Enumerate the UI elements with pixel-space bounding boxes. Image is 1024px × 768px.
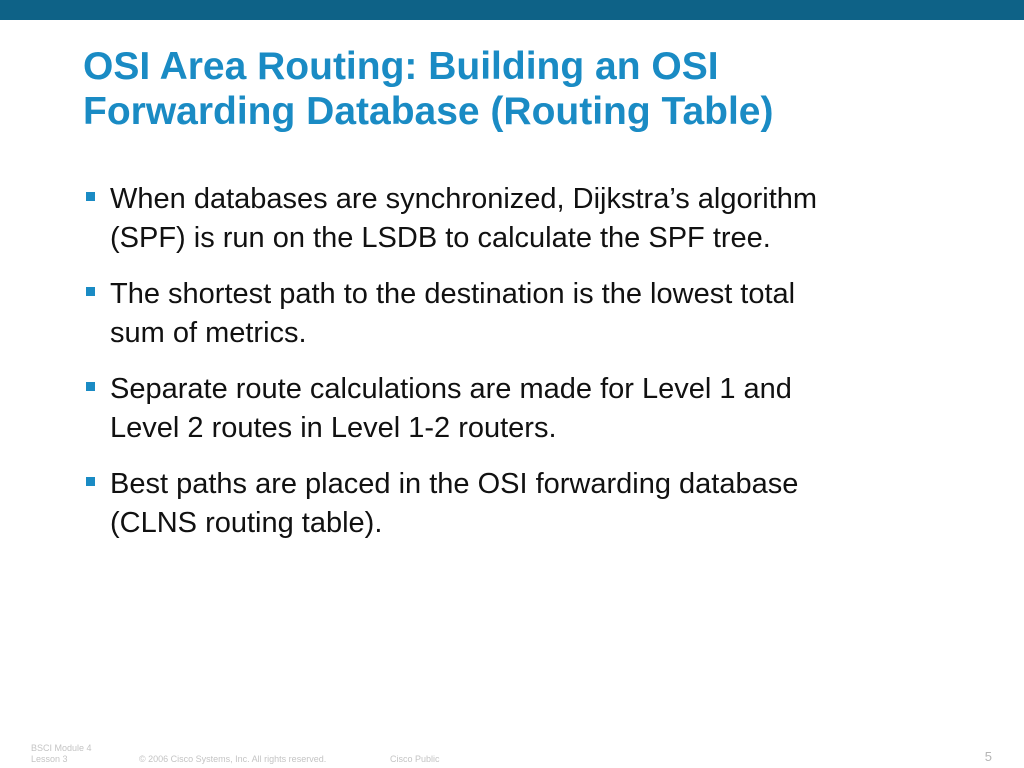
footer-copyright: © 2006 Cisco Systems, Inc. All rights reserved.	[139, 754, 327, 764]
bullet-item-4	[85, 465, 965, 543]
square-bullet-icon	[86, 192, 95, 201]
bullet-item-1	[85, 180, 965, 258]
footer-classification: Cisco Public	[390, 754, 440, 764]
square-bullet-icon	[86, 382, 95, 391]
slide-title	[83, 44, 983, 134]
bullet-4-line-1: Best paths are placed in the OSI forwarding database	[110, 468, 799, 500]
square-bullet-icon	[86, 477, 95, 486]
bullet-list	[85, 180, 965, 560]
bullet-1-line-2: (SPF) is run on the LSDB to calculate the SPF tree.	[110, 222, 771, 254]
bullet-4-line-2: (CLNS routing table).	[110, 507, 383, 539]
top-header-bar	[0, 0, 1024, 20]
bullet-text-1	[110, 180, 965, 258]
bullet-item-2	[85, 275, 965, 353]
footer-module-label	[31, 743, 92, 765]
slide-title-line-1: OSI Area Routing: Building an OSI	[83, 45, 719, 88]
bullet-3-line-2: Level 2 routes in Level 1-2 routers.	[110, 412, 557, 444]
bullet-text-2	[110, 275, 965, 353]
slide-title-line-2: Forwarding Database (Routing Table)	[83, 90, 774, 133]
footer-module-line-1: BSCI Module 4	[31, 743, 92, 753]
bullet-2-line-2: sum of metrics.	[110, 317, 307, 349]
bullet-3-line-1: Separate route calculations are made for Level 1 and	[110, 373, 792, 405]
bullet-item-3	[85, 370, 965, 448]
bullet-text-3	[110, 370, 965, 448]
footer-module-line-2: Lesson 3	[31, 754, 68, 764]
bullet-text-4	[110, 465, 965, 543]
page-number: 5	[984, 749, 992, 764]
bullet-1-line-1: When databases are synchronized, Dijkstra’s algorithm	[110, 183, 818, 215]
bullet-2-line-1: The shortest path to the destination is the lowest total	[110, 278, 796, 310]
square-bullet-icon	[86, 287, 95, 296]
